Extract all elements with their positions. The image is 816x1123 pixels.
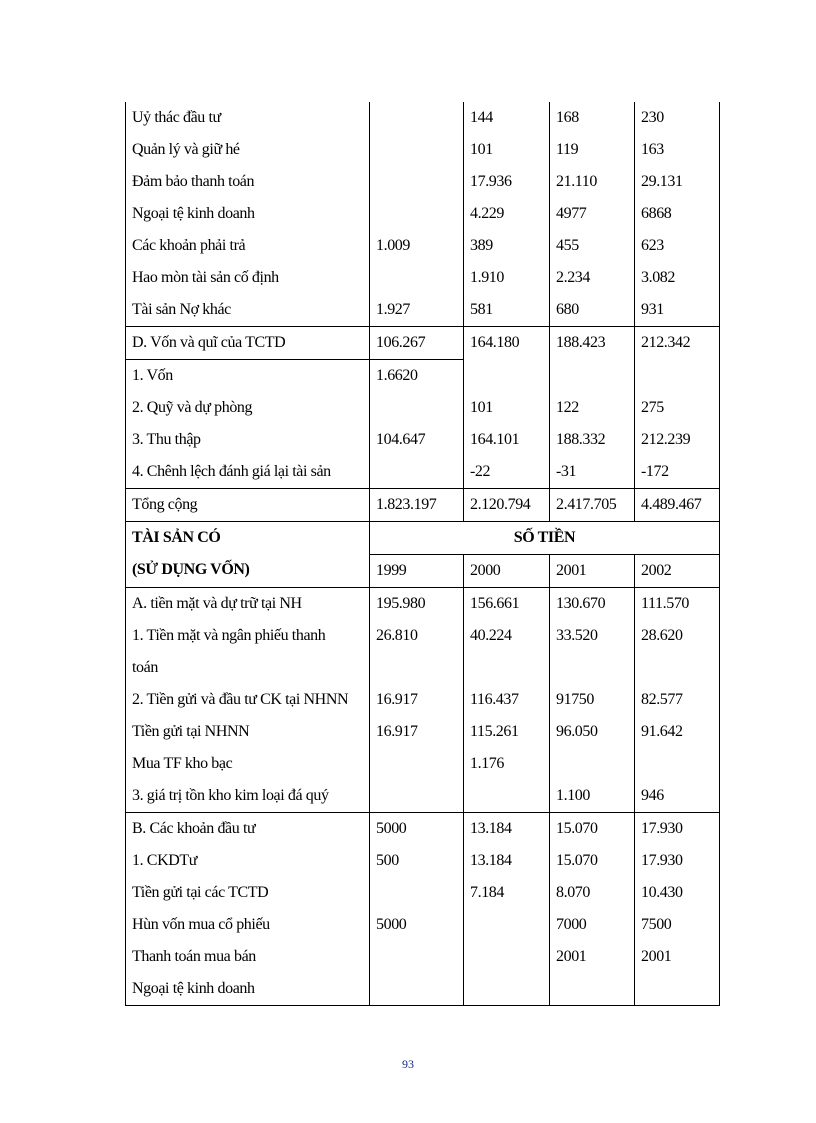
cell-value: 5000 (376, 916, 407, 933)
cell-value: -22 (470, 462, 491, 480)
cell-value: 1.176 (470, 755, 505, 772)
section-a-2000 (464, 588, 550, 813)
cell-value: 17.930 (641, 820, 683, 837)
liabilities-labels (126, 102, 370, 327)
row-label: 4. Chênh lệch đánh giá lại tài sản (132, 463, 331, 480)
cell-value (556, 360, 634, 392)
cell-value (376, 748, 463, 780)
capital-header-2002: 212.342 (635, 327, 720, 360)
cell-value: 21.110 (556, 173, 598, 190)
cell-value (376, 102, 463, 134)
total-1999: 1.823.197 (370, 489, 464, 522)
cell-value: 4977 (556, 205, 587, 222)
cell-value (556, 748, 634, 780)
cell-value (470, 360, 549, 392)
cell-value: 680 (556, 301, 579, 318)
cell-value (641, 360, 719, 392)
assets-title-line2: (SỬ DỤNG VỐN) (132, 561, 250, 578)
capital-1999 (370, 360, 464, 489)
total-2002: 4.489.467 (635, 489, 720, 522)
liabilities-2000 (464, 102, 550, 327)
cell-value: 122 (556, 398, 579, 416)
cell-value (376, 941, 463, 973)
cell-value: 3.082 (641, 269, 676, 286)
cell-value (470, 941, 549, 973)
cell-value: 163 (641, 141, 664, 158)
cell-value: 17.930 (641, 852, 683, 869)
cell-value: 6868 (641, 205, 672, 222)
cell-value: 164.101 (470, 430, 520, 448)
year-2001: 2001 (550, 555, 635, 588)
cell-value (376, 973, 463, 1005)
cell-value: 13.184 (470, 820, 512, 837)
cell-value: 188.332 (556, 430, 606, 448)
section-a-labels (126, 588, 370, 813)
cell-value: 946 (641, 787, 664, 804)
cell-value: 389 (470, 237, 493, 254)
year-2000: 2000 (464, 555, 550, 588)
cell-value: 2001 (641, 948, 672, 965)
section-b-2001 (550, 813, 635, 1006)
cell-value: 144 (470, 109, 493, 126)
year-1999: 1999 (370, 555, 464, 588)
assets-title-line1: TÀI SẢN CÓ (132, 529, 221, 546)
cell-value (470, 780, 549, 812)
cell-value: 115.261 (470, 723, 519, 740)
cell-value: 26.810 (376, 627, 418, 644)
cell-value: -31 (556, 462, 577, 480)
cell-value: 7000 (556, 916, 587, 933)
cell-value: 8.070 (556, 884, 591, 901)
cell-value: 212.239 (641, 430, 691, 448)
cell-value: 111.570 (641, 595, 690, 612)
cell-value (376, 877, 463, 909)
liabilities-2002 (635, 102, 720, 327)
cell-value (376, 134, 463, 166)
section-a-2001 (550, 588, 635, 813)
cell-value: 500 (376, 852, 399, 869)
section-b-1999 (370, 813, 464, 1006)
cell-value (556, 973, 634, 1005)
row-label: Đảm bảo thanh toán (132, 173, 255, 190)
cell-value (376, 652, 463, 684)
cell-value: 91750 (556, 691, 595, 708)
cell-value (470, 909, 549, 941)
cell-value: 156.661 (470, 595, 520, 612)
cell-value: 623 (641, 237, 664, 254)
cell-value (376, 166, 463, 198)
cell-value: 28.620 (641, 627, 683, 644)
row-label: Tiền gửi tại các TCTD (132, 884, 269, 901)
cell-value: 15.070 (556, 852, 598, 869)
cell-value: -172 (641, 462, 669, 480)
cell-value: 104.647 (376, 431, 426, 448)
cell-value: 15.070 (556, 820, 598, 837)
total-2001: 2.417.705 (550, 489, 635, 522)
cell-value: 4.229 (470, 205, 505, 222)
row-label: Hao mòn tài sản cố định (132, 269, 279, 286)
row-label: 2. Tiền gửi và đầu tư CK tại NHNN (132, 691, 349, 708)
cell-value: 13.184 (470, 852, 512, 869)
section-a-1999 (370, 588, 464, 813)
cell-value: 82.577 (641, 691, 683, 708)
row-label: 3. Thu thập (132, 431, 201, 448)
cell-value: 96.050 (556, 723, 598, 740)
cell-value: 230 (641, 109, 664, 126)
assets-title (126, 522, 370, 588)
row-label: 3. giá trị tồn kho kim loại đá quý (132, 787, 329, 804)
liabilities-tail-block (126, 102, 720, 327)
cell-value: 29.131 (641, 173, 683, 190)
row-label: 1. Vốn (132, 367, 173, 384)
total-label: Tổng cộng (126, 489, 370, 522)
cell-value (470, 652, 549, 684)
row-label: toán (132, 659, 158, 676)
section-a-2002 (635, 588, 720, 813)
amount-label: SỐ TIỀN (370, 522, 720, 555)
capital-2000 (464, 360, 550, 489)
row-label: Các khoản phải trả (132, 237, 246, 254)
capital-header-label: D. Vốn và quĩ của TCTD (126, 327, 370, 360)
cell-value: 40.224 (470, 627, 512, 644)
row-label: 1. Tiền mặt và ngân phiếu thanh (132, 627, 326, 644)
section-b-labels (126, 813, 370, 1006)
capital-2001 (550, 360, 635, 489)
capital-labels (126, 360, 370, 489)
financial-table (125, 102, 720, 1006)
row-label: Thanh toán mua bán (132, 948, 256, 965)
assets-header-row (126, 522, 720, 555)
cell-value: 119 (556, 141, 579, 158)
cell-value (641, 748, 719, 780)
cell-value: 16.917 (376, 723, 418, 740)
row-label: Tài sản Nợ khác (132, 301, 231, 318)
liabilities-1999 (370, 102, 464, 327)
cell-value: 455 (556, 237, 579, 254)
cell-value: 5000 (376, 820, 407, 837)
cell-value: 17.936 (470, 173, 512, 190)
cell-value: 1.927 (376, 301, 411, 318)
cell-value: 168 (556, 109, 579, 126)
cell-value (641, 652, 719, 684)
row-label: Mua TF kho bạc (132, 755, 233, 772)
cell-value (376, 780, 463, 812)
cell-value: 1.910 (470, 269, 505, 286)
cell-value: 7500 (641, 916, 672, 933)
capital-header-2000: 164.180 (464, 327, 550, 360)
cell-value: 2.234 (556, 269, 591, 286)
row-label: A. tiền mặt và dự trữ tại NH (132, 595, 302, 612)
row-label: Ngoại tệ kinh doanh (132, 980, 255, 997)
capital-header-1999: 106.267 (370, 327, 464, 360)
row-label: B. Các khoản đầu tư (132, 820, 256, 837)
row-label: 1. CKDTư (132, 852, 198, 869)
capital-detail-block (126, 360, 720, 489)
cell-value: 1.009 (376, 237, 411, 254)
liabilities-2001 (550, 102, 635, 327)
cell-value: 16.917 (376, 691, 418, 708)
row-label: 2. Quỹ và dự phòng (132, 399, 253, 416)
row-label: Quản lý và giữ hé (132, 141, 240, 158)
cell-value: 7.184 (470, 884, 505, 901)
section-a-block (126, 588, 720, 813)
cell-value: 101 (470, 398, 493, 416)
cell-value: 10.430 (641, 884, 683, 901)
cell-value (556, 652, 634, 684)
capital-2002 (635, 360, 720, 489)
section-b-2000 (464, 813, 550, 1006)
cell-value (376, 456, 463, 488)
row-label: Hùn vốn mua cổ phiếu (132, 916, 270, 933)
capital-header-row (126, 327, 720, 360)
cell-value: 101 (470, 141, 493, 158)
cell-value: 130.670 (556, 595, 606, 612)
cell-value (376, 392, 463, 424)
cell-value: 931 (641, 301, 664, 318)
cell-value: 1.6620 (376, 367, 418, 384)
total-row (126, 489, 720, 522)
row-label: Ngoại tệ kinh doanh (132, 205, 255, 222)
total-2000: 2.120.794 (464, 489, 550, 522)
cell-value: 275 (641, 398, 664, 416)
cell-value: 2001 (556, 948, 587, 965)
cell-value: 116.437 (470, 691, 519, 708)
cell-value (376, 262, 463, 294)
cell-value: 1.100 (556, 787, 591, 804)
year-2002: 2002 (635, 555, 720, 588)
cell-value (470, 973, 549, 1005)
capital-header-2001: 188.423 (550, 327, 635, 360)
cell-value: 91.642 (641, 723, 683, 740)
cell-value (641, 973, 719, 1005)
page-number: 93 (402, 1057, 414, 1071)
cell-value: 581 (470, 301, 493, 318)
cell-value (376, 198, 463, 230)
cell-value: 33.520 (556, 627, 598, 644)
row-label: Uỷ thác đầu tư (132, 109, 221, 126)
row-label: Tiền gửi tại NHNN (132, 723, 250, 740)
section-b-2002 (635, 813, 720, 1006)
section-b-block (126, 813, 720, 1006)
cell-value: 195.980 (376, 595, 426, 612)
